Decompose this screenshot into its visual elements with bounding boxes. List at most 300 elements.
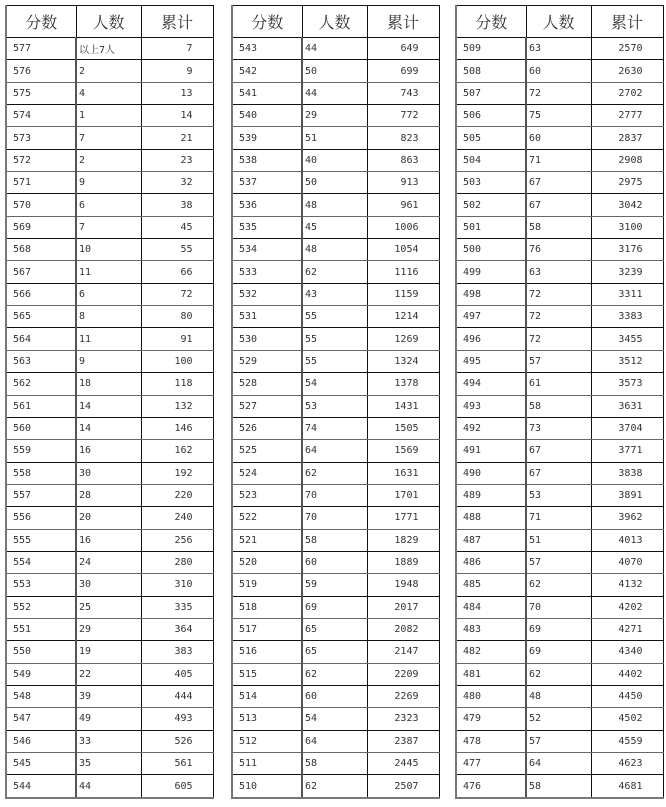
- cumulative-cell: 526: [141, 730, 213, 752]
- cumulative-cell: 561: [141, 753, 213, 775]
- cumulative-cell: 3100: [591, 216, 663, 238]
- score-cell: 522: [232, 507, 302, 529]
- table-row: [232, 373, 439, 395]
- cumulative-cell: 2837: [591, 127, 663, 149]
- table-row: [456, 350, 663, 372]
- table-row: [232, 440, 439, 462]
- table-row: [6, 105, 213, 127]
- cumulative-cell: 2082: [367, 618, 439, 640]
- table-row: [456, 440, 663, 462]
- score-cell: 482: [456, 641, 526, 663]
- score-cell: 535: [232, 216, 302, 238]
- score-cell: 530: [232, 328, 302, 350]
- score-cell: 569: [6, 216, 76, 238]
- count-cell: 28: [76, 484, 141, 506]
- count-cell: 72: [526, 283, 591, 305]
- count-cell: 51: [302, 127, 367, 149]
- score-cell: 557: [6, 484, 76, 506]
- cumulative-cell: 280: [141, 551, 213, 573]
- table-row: [456, 82, 663, 104]
- cumulative-cell: 913: [367, 172, 439, 194]
- cumulative-cell: 100: [141, 350, 213, 372]
- table-row: [6, 417, 213, 439]
- table-row: [6, 328, 213, 350]
- cumulative-cell: 45: [141, 216, 213, 238]
- count-cell: 71: [526, 507, 591, 529]
- table-row: [456, 261, 663, 283]
- score-cell: 536: [232, 194, 302, 216]
- score-cell: 527: [232, 395, 302, 417]
- table-row: [232, 172, 439, 194]
- table-row: [232, 60, 439, 82]
- cumulative-cell: 3573: [591, 373, 663, 395]
- table-row: [232, 38, 439, 60]
- cumulative-cell: 132: [141, 395, 213, 417]
- table-row: [6, 775, 213, 798]
- score-cell: 541: [232, 82, 302, 104]
- count-cell: 8: [76, 306, 141, 328]
- count-cell: 60: [526, 60, 591, 82]
- score-table-2: [231, 5, 440, 799]
- cumulative-cell: 146: [141, 417, 213, 439]
- count-cell: 11: [76, 328, 141, 350]
- count-cell: 63: [526, 38, 591, 60]
- table-row: [232, 283, 439, 305]
- count-cell: 49: [76, 708, 141, 730]
- score-cell: 568: [6, 239, 76, 261]
- table-row: [232, 194, 439, 216]
- count-cell: 29: [302, 105, 367, 127]
- table-row: [232, 239, 439, 261]
- cumulative-cell: 863: [367, 149, 439, 171]
- cumulative-cell: 2908: [591, 149, 663, 171]
- table-row: [6, 730, 213, 752]
- score-cell: 498: [456, 283, 526, 305]
- count-cell: 10: [76, 239, 141, 261]
- table-row: [456, 708, 663, 730]
- table-row: [232, 261, 439, 283]
- score-cell: 526: [232, 417, 302, 439]
- score-cell: 523: [232, 484, 302, 506]
- score-cell: 533: [232, 261, 302, 283]
- table-row: [232, 82, 439, 104]
- count-cell: 69: [526, 618, 591, 640]
- cumulative-cell: 823: [367, 127, 439, 149]
- count-cell: 44: [302, 38, 367, 60]
- table-row: [6, 685, 213, 707]
- count-cell: 6: [76, 283, 141, 305]
- score-cell: 510: [232, 775, 302, 798]
- count-cell: 25: [76, 596, 141, 618]
- count-cell: 70: [302, 507, 367, 529]
- cumulative-cell: 3704: [591, 417, 663, 439]
- table-row: [232, 596, 439, 618]
- table-row: [232, 105, 439, 127]
- score-cell: 511: [232, 753, 302, 775]
- table-row: [232, 417, 439, 439]
- table-row: [456, 395, 663, 417]
- score-cell: 556: [6, 507, 76, 529]
- count-cell: 75: [526, 105, 591, 127]
- count-cell: 52: [526, 708, 591, 730]
- table-row: [232, 663, 439, 685]
- cumulative-cell: 1054: [367, 239, 439, 261]
- score-cell: 507: [456, 82, 526, 104]
- count-cell: 57: [526, 350, 591, 372]
- table-row: [456, 283, 663, 305]
- count-cell: 48: [526, 685, 591, 707]
- table-row: [232, 730, 439, 752]
- score-cell: 573: [6, 127, 76, 149]
- count-cell: 33: [76, 730, 141, 752]
- cumulative-cell: 4070: [591, 551, 663, 573]
- cumulative-cell: 3383: [591, 306, 663, 328]
- score-cell: 545: [6, 753, 76, 775]
- table-row: [6, 149, 213, 171]
- count-cell: 62: [302, 261, 367, 283]
- table-row: [6, 350, 213, 372]
- cumulative-cell: 23: [141, 149, 213, 171]
- score-cell: 508: [456, 60, 526, 82]
- count-cell: 9: [76, 350, 141, 372]
- cumulative-cell: 364: [141, 618, 213, 640]
- score-cell: 540: [232, 105, 302, 127]
- table-row: [456, 507, 663, 529]
- score-cell: 502: [456, 194, 526, 216]
- count-cell: 2: [76, 149, 141, 171]
- score-cell: 517: [232, 618, 302, 640]
- cumulative-cell: 3455: [591, 328, 663, 350]
- table-row: [232, 216, 439, 238]
- count-cell: 71: [526, 149, 591, 171]
- score-cell: 554: [6, 551, 76, 573]
- score-cell: 486: [456, 551, 526, 573]
- count-cell: 以上7人: [76, 38, 141, 60]
- table-row: [6, 708, 213, 730]
- table-row: [456, 172, 663, 194]
- score-cell: 571: [6, 172, 76, 194]
- score-table-3: [455, 5, 664, 799]
- cumulative-cell: 2702: [591, 82, 663, 104]
- table-row: [6, 82, 213, 104]
- score-cell: 513: [232, 708, 302, 730]
- table-row: [6, 60, 213, 82]
- score-cell: 496: [456, 328, 526, 350]
- score-cell: 477: [456, 753, 526, 775]
- score-cell: 561: [6, 395, 76, 417]
- cumulative-cell: 14: [141, 105, 213, 127]
- cumulative-cell: 383: [141, 641, 213, 663]
- header-score: 分数: [232, 6, 302, 38]
- count-cell: 39: [76, 685, 141, 707]
- cumulative-cell: 4202: [591, 596, 663, 618]
- cumulative-cell: 192: [141, 462, 213, 484]
- cumulative-cell: 335: [141, 596, 213, 618]
- count-cell: 4: [76, 82, 141, 104]
- score-cell: 575: [6, 82, 76, 104]
- table-row: [456, 417, 663, 439]
- cumulative-cell: 2507: [367, 775, 439, 798]
- header-row: [6, 6, 213, 38]
- table-row: [232, 775, 439, 798]
- cumulative-cell: 4013: [591, 529, 663, 551]
- table-row: [232, 149, 439, 171]
- score-cell: 500: [456, 239, 526, 261]
- cumulative-cell: 2323: [367, 708, 439, 730]
- count-cell: 62: [302, 462, 367, 484]
- cumulative-cell: 3311: [591, 283, 663, 305]
- score-cell: 506: [456, 105, 526, 127]
- count-cell: 67: [526, 172, 591, 194]
- count-cell: 70: [302, 484, 367, 506]
- cumulative-cell: 699: [367, 60, 439, 82]
- cumulative-cell: 743: [367, 82, 439, 104]
- score-cell: 531: [232, 306, 302, 328]
- cumulative-cell: 21: [141, 127, 213, 149]
- cumulative-cell: 2975: [591, 172, 663, 194]
- count-cell: 57: [526, 551, 591, 573]
- count-cell: 65: [302, 641, 367, 663]
- table-row: [6, 641, 213, 663]
- cumulative-cell: 4623: [591, 753, 663, 775]
- score-cell: 516: [232, 641, 302, 663]
- table-row: [456, 105, 663, 127]
- table-row: [6, 216, 213, 238]
- count-cell: 45: [302, 216, 367, 238]
- table-row: [232, 462, 439, 484]
- table-row: [456, 641, 663, 663]
- header-row: [232, 6, 439, 38]
- table-row: [6, 440, 213, 462]
- table-row: [456, 529, 663, 551]
- table-row: [6, 38, 213, 60]
- count-cell: 55: [302, 306, 367, 328]
- score-cell: 480: [456, 685, 526, 707]
- table-row: [6, 574, 213, 596]
- cumulative-cell: 3838: [591, 462, 663, 484]
- header-count: 人数: [526, 6, 591, 38]
- score-cell: 543: [232, 38, 302, 60]
- score-cell: 521: [232, 529, 302, 551]
- table-row: [456, 373, 663, 395]
- count-cell: 53: [526, 484, 591, 506]
- cumulative-cell: 3239: [591, 261, 663, 283]
- cumulative-cell: 220: [141, 484, 213, 506]
- score-cell: 539: [232, 127, 302, 149]
- cumulative-cell: 4502: [591, 708, 663, 730]
- table-row: [232, 529, 439, 551]
- table-row: [232, 618, 439, 640]
- cumulative-cell: 80: [141, 306, 213, 328]
- score-cell: 546: [6, 730, 76, 752]
- header-count: 人数: [76, 6, 141, 38]
- count-cell: 58: [526, 775, 591, 798]
- count-cell: 51: [526, 529, 591, 551]
- cumulative-cell: 1159: [367, 283, 439, 305]
- cumulative-cell: 162: [141, 440, 213, 462]
- table-row: [6, 172, 213, 194]
- score-cell: 509: [456, 38, 526, 60]
- cumulative-cell: 55: [141, 239, 213, 261]
- count-cell: 48: [302, 194, 367, 216]
- score-cell: 532: [232, 283, 302, 305]
- table-row: [6, 484, 213, 506]
- cumulative-cell: 1948: [367, 574, 439, 596]
- score-cell: 494: [456, 373, 526, 395]
- count-cell: 24: [76, 551, 141, 573]
- cumulative-cell: 3042: [591, 194, 663, 216]
- score-cell: 559: [6, 440, 76, 462]
- score-cell: 505: [456, 127, 526, 149]
- count-cell: 7: [76, 127, 141, 149]
- table-row: [6, 529, 213, 551]
- score-cell: 567: [6, 261, 76, 283]
- score-cell: 515: [232, 663, 302, 685]
- cumulative-cell: 2630: [591, 60, 663, 82]
- cumulative-cell: 2209: [367, 663, 439, 685]
- header-cumulative: 累计: [367, 6, 439, 38]
- table-row: [232, 641, 439, 663]
- cumulative-cell: 1829: [367, 529, 439, 551]
- score-cell: 553: [6, 574, 76, 596]
- table-row: [456, 484, 663, 506]
- table-row: [456, 551, 663, 573]
- table-row: [6, 618, 213, 640]
- score-cell: 501: [456, 216, 526, 238]
- cumulative-cell: 3771: [591, 440, 663, 462]
- score-cell: 512: [232, 730, 302, 752]
- count-cell: 29: [76, 618, 141, 640]
- score-cell: 550: [6, 641, 76, 663]
- score-cell: 493: [456, 395, 526, 417]
- cumulative-cell: 1214: [367, 306, 439, 328]
- score-cell: 479: [456, 708, 526, 730]
- score-cell: 529: [232, 350, 302, 372]
- score-cell: 555: [6, 529, 76, 551]
- score-cell: 528: [232, 373, 302, 395]
- count-cell: 67: [526, 194, 591, 216]
- cumulative-cell: 772: [367, 105, 439, 127]
- cumulative-cell: 4559: [591, 730, 663, 752]
- count-cell: 58: [526, 216, 591, 238]
- table-row: [456, 38, 663, 60]
- count-cell: 55: [302, 328, 367, 350]
- count-cell: 44: [302, 82, 367, 104]
- table-row: [232, 395, 439, 417]
- table-row: [6, 663, 213, 685]
- cumulative-cell: 4681: [591, 775, 663, 798]
- count-cell: 54: [302, 708, 367, 730]
- cumulative-cell: 32: [141, 172, 213, 194]
- count-cell: 44: [76, 775, 141, 798]
- count-cell: 54: [302, 373, 367, 395]
- count-cell: 64: [526, 753, 591, 775]
- score-cell: 566: [6, 283, 76, 305]
- table-row: [6, 283, 213, 305]
- score-cell: 487: [456, 529, 526, 551]
- cumulative-cell: 13: [141, 82, 213, 104]
- score-cell: 538: [232, 149, 302, 171]
- cumulative-cell: 1505: [367, 417, 439, 439]
- count-cell: 57: [526, 730, 591, 752]
- count-cell: 22: [76, 663, 141, 685]
- count-cell: 19: [76, 641, 141, 663]
- cumulative-cell: 4132: [591, 574, 663, 596]
- count-cell: 72: [526, 328, 591, 350]
- cumulative-cell: 2269: [367, 685, 439, 707]
- score-cell: 492: [456, 417, 526, 439]
- header-score: 分数: [6, 6, 76, 38]
- count-cell: 70: [526, 596, 591, 618]
- table-row: [232, 507, 439, 529]
- cumulative-cell: 4271: [591, 618, 663, 640]
- table-row: [6, 127, 213, 149]
- score-cell: 564: [6, 328, 76, 350]
- count-cell: 67: [526, 440, 591, 462]
- table-row: [456, 618, 663, 640]
- cumulative-cell: 9: [141, 60, 213, 82]
- score-cell: 544: [6, 775, 76, 798]
- cumulative-cell: 38: [141, 194, 213, 216]
- cumulative-cell: 961: [367, 194, 439, 216]
- table-row: [6, 239, 213, 261]
- score-cell: 485: [456, 574, 526, 596]
- count-cell: 62: [302, 663, 367, 685]
- count-cell: 30: [76, 462, 141, 484]
- table-row: [232, 484, 439, 506]
- score-cell: 483: [456, 618, 526, 640]
- table-row: [6, 194, 213, 216]
- cumulative-cell: 1116: [367, 261, 439, 283]
- score-cell: 499: [456, 261, 526, 283]
- cumulative-cell: 1701: [367, 484, 439, 506]
- count-cell: 20: [76, 507, 141, 529]
- score-cell: 558: [6, 462, 76, 484]
- cumulative-cell: 7: [141, 38, 213, 60]
- table-row: [6, 596, 213, 618]
- header-score: 分数: [456, 6, 526, 38]
- score-cell: 537: [232, 172, 302, 194]
- score-cell: 549: [6, 663, 76, 685]
- score-cell: 570: [6, 194, 76, 216]
- count-cell: 16: [76, 529, 141, 551]
- count-cell: 35: [76, 753, 141, 775]
- count-cell: 55: [302, 350, 367, 372]
- score-cell: 524: [232, 462, 302, 484]
- cumulative-cell: 4450: [591, 685, 663, 707]
- table-row: [232, 350, 439, 372]
- count-cell: 69: [526, 641, 591, 663]
- score-cell: 503: [456, 172, 526, 194]
- table-row: [6, 261, 213, 283]
- cumulative-cell: 1378: [367, 373, 439, 395]
- count-cell: 40: [302, 149, 367, 171]
- score-cell: 518: [232, 596, 302, 618]
- score-cell: 563: [6, 350, 76, 372]
- score-cell: 519: [232, 574, 302, 596]
- count-cell: 6: [76, 194, 141, 216]
- cumulative-cell: 1006: [367, 216, 439, 238]
- cumulative-cell: 66: [141, 261, 213, 283]
- table-row: [6, 395, 213, 417]
- count-cell: 53: [302, 395, 367, 417]
- count-cell: 65: [302, 618, 367, 640]
- cumulative-cell: 4340: [591, 641, 663, 663]
- header-cumulative: 累计: [591, 6, 663, 38]
- table-row: [456, 149, 663, 171]
- count-cell: 9: [76, 172, 141, 194]
- count-cell: 16: [76, 440, 141, 462]
